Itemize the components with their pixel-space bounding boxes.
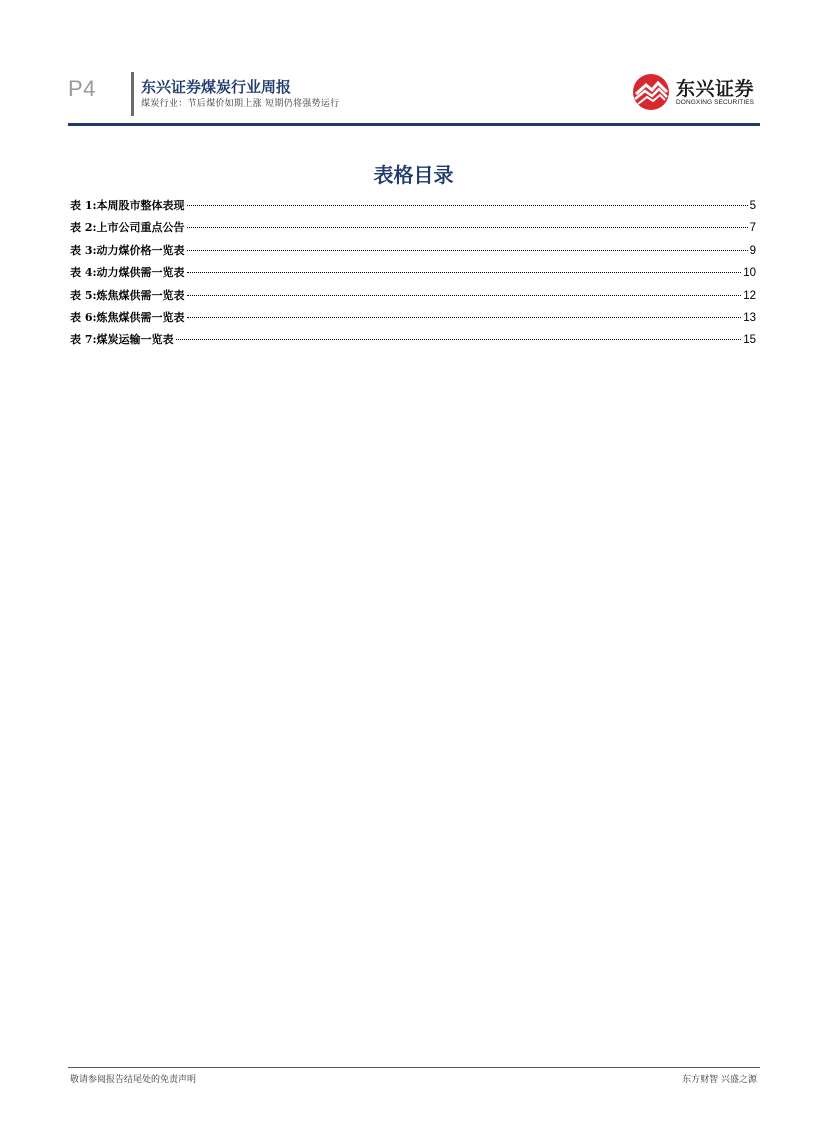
report-subtitle: 煤炭行业：节后煤价如期上涨 短期仍将强势运行	[141, 99, 340, 109]
toc-entry-2[interactable]	[70, 219, 756, 241]
toc-entry-label: 表 6:炼焦煤供需一览表	[70, 310, 185, 324]
report-title: 东兴证券煤炭行业周报	[141, 78, 292, 96]
toc-entry-5[interactable]	[70, 287, 756, 309]
logo-text: 东兴证券	[676, 78, 755, 100]
toc-leader-dots	[187, 272, 742, 273]
header-rule	[68, 123, 760, 126]
toc-entry-page: 7	[749, 222, 756, 235]
toc-entry-page: 13	[743, 311, 756, 324]
toc-leader-dots	[176, 339, 742, 340]
toc-entry-page: 9	[749, 244, 756, 257]
toc-entry-3[interactable]	[70, 242, 756, 264]
toc-entry-1[interactable]	[70, 197, 756, 219]
toc-entry-page: 15	[743, 334, 756, 347]
toc-entry-label: 表 3:动力煤价格一览表	[70, 243, 185, 257]
logo-subtext: DONGXING SECURITIES	[676, 99, 755, 106]
toc-leader-dots	[187, 317, 742, 318]
toc-leader-dots	[187, 227, 748, 228]
toc-entry-label: 表 2:上市公司重点公告	[70, 221, 185, 235]
toc-entry-label: 表 4:动力煤供需一览表	[70, 266, 185, 280]
footer-disclaimer: 敬请参阅报告结尾处的免责声明	[70, 1075, 197, 1085]
toc-entry-label: 表 5:炼焦煤供需一览表	[70, 288, 185, 302]
toc-entry-label: 表 7:煤炭运输一览表	[70, 333, 174, 347]
toc-entry-page: 5	[749, 200, 756, 212]
toc-title: 表格目录	[373, 163, 454, 187]
toc-leader-dots	[187, 205, 748, 206]
toc-entry-page: 10	[743, 267, 756, 280]
toc-entry-label: 表 1:本周股市整体表现	[70, 199, 185, 212]
toc-entry-4[interactable]	[70, 264, 756, 286]
toc-leader-dots	[187, 295, 742, 296]
toc-entry-6[interactable]	[70, 309, 756, 331]
footer-rule	[68, 1067, 760, 1068]
footer-slogan: 东方财智 兴盛之源	[682, 1075, 757, 1085]
table-of-tables	[70, 197, 756, 354]
toc-entry-page: 12	[743, 289, 756, 302]
toc-leader-dots	[187, 250, 748, 251]
header-divider	[131, 72, 134, 116]
toc-entry-7[interactable]	[70, 331, 756, 353]
page-number: P4	[68, 76, 96, 101]
